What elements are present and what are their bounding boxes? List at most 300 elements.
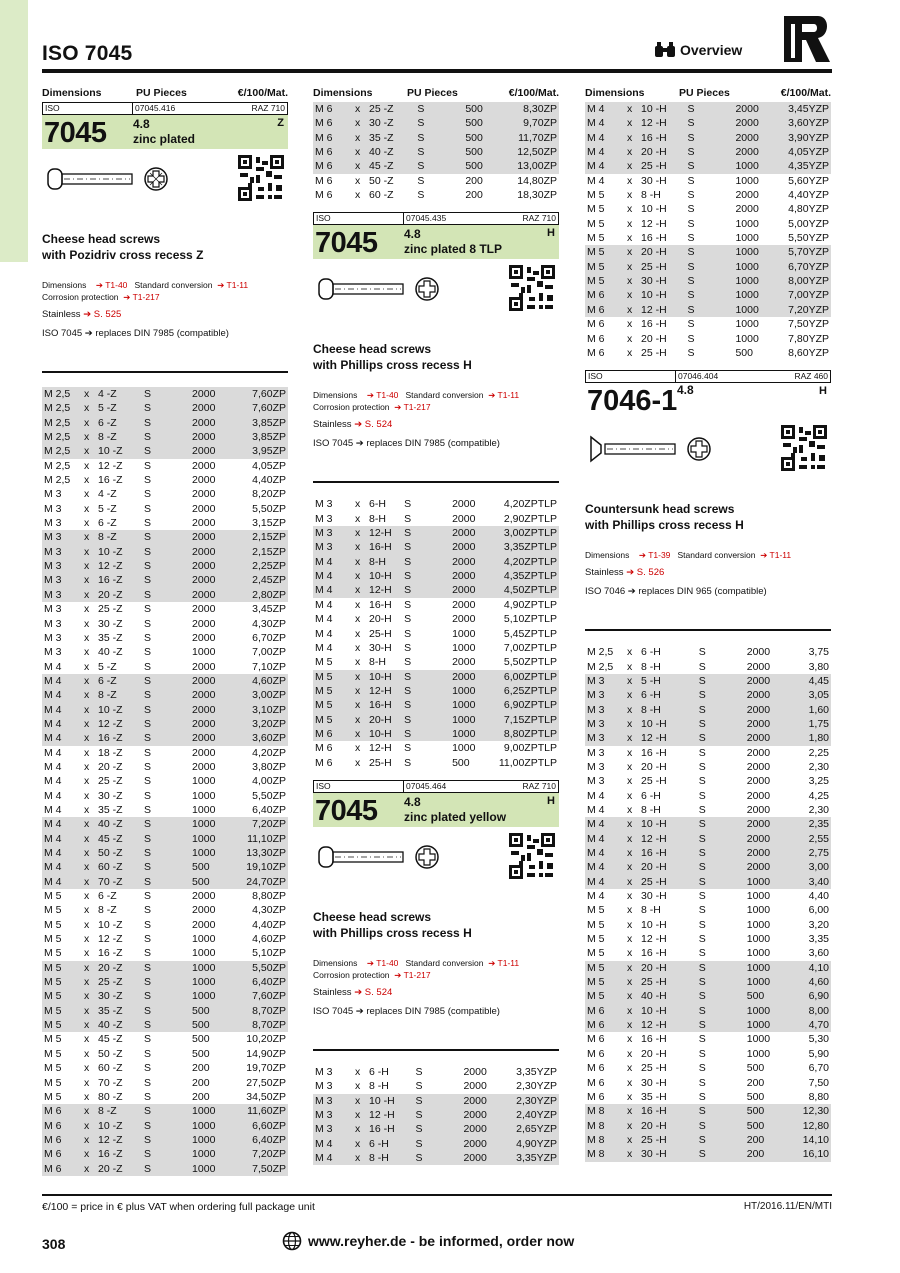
cell-pieces: 500	[465, 146, 483, 159]
cell-length: 12 -H	[639, 303, 685, 317]
cell-times: x	[625, 102, 639, 116]
cell-length: 12 -H	[639, 1018, 697, 1032]
cell-pu-code: S	[144, 459, 152, 472]
table-row	[42, 760, 288, 774]
cell-pu-code: S	[402, 540, 450, 554]
cell-pieces: 1000	[746, 976, 771, 989]
qr-module	[256, 167, 264, 171]
cell-price: 4,20ZP	[252, 746, 286, 759]
table-row	[42, 1133, 288, 1147]
cell-pieces: 2000	[192, 746, 216, 759]
cell-price: 5,30	[808, 1033, 829, 1046]
cell-times: x	[625, 131, 639, 145]
cell-pu-code: S	[698, 1033, 706, 1046]
cell-length: 6 -H	[639, 688, 697, 702]
product-number: 7046-1	[587, 385, 678, 418]
table-row	[313, 497, 559, 511]
cell-pu-code: S	[697, 1018, 745, 1032]
cell-pu-code: S	[687, 174, 695, 187]
cell-price: 6,40ZP	[252, 803, 286, 816]
finish-label: zinc plated yellow	[404, 809, 507, 824]
cell-length: 10 -H	[641, 203, 667, 216]
globe-icon	[282, 1231, 302, 1251]
table-row	[42, 1004, 288, 1018]
cell-thread: M 3	[585, 688, 625, 702]
cell-pieces: 2000	[192, 660, 216, 673]
countersunk-screw-icon	[587, 431, 717, 467]
corrosion-ref-link[interactable]: ➔ T1-217	[394, 402, 431, 413]
cell-times: x	[84, 746, 90, 759]
cell-thread: M 3	[42, 559, 82, 573]
cell-price: 5,70YZP	[761, 245, 831, 259]
cell-pu-code: S	[142, 989, 190, 1003]
table-row	[42, 502, 288, 516]
cell-times: x	[355, 1065, 361, 1078]
cell-times: x	[84, 459, 90, 472]
cell-length: 8-H	[369, 512, 386, 525]
qr-module	[545, 285, 553, 289]
stainless-label: Stainless	[313, 986, 352, 998]
cell-thread: M 5	[585, 975, 625, 989]
cell-pieces: 2000	[746, 760, 771, 773]
qr-finder-dot	[243, 160, 247, 164]
cell-thread: M 4	[585, 145, 625, 159]
cell-thread: M 5	[587, 947, 605, 960]
cell-pieces: 1000	[452, 727, 476, 740]
table-row	[585, 1032, 831, 1046]
cell-times: x	[627, 217, 633, 230]
size-table	[42, 387, 288, 1176]
footer-rule	[42, 1194, 832, 1196]
cell-pu-code: S	[685, 274, 733, 288]
table-row	[42, 660, 288, 674]
qr-code	[781, 425, 827, 471]
cell-pieces: 2000	[746, 847, 771, 859]
cell-length: 12 -Z	[96, 1133, 142, 1147]
cell-pu-code: S	[142, 416, 190, 430]
cell-price: 4,25	[808, 789, 829, 802]
qr-module	[545, 873, 553, 877]
qr-finder-dot	[514, 270, 518, 274]
raz-code: RAZ 460	[794, 371, 828, 382]
cell-thread: M 5	[42, 989, 82, 1003]
cell-pu-code: S	[402, 526, 450, 540]
cell-pieces: 500	[465, 160, 483, 173]
cell-price: 7,50	[808, 1076, 829, 1089]
raz-code: RAZ 710	[522, 780, 556, 791]
cell-thread: M 5	[587, 904, 605, 917]
cell-pu-code: S	[697, 975, 745, 989]
cell-thread: M 6	[315, 189, 333, 202]
description-line-1: Cheese head screws	[313, 342, 432, 357]
cell-length: 10 -H	[639, 288, 685, 302]
qr-module	[529, 865, 535, 869]
cell-pieces: 2000	[192, 760, 216, 773]
cell-price: 24,70ZP	[217, 875, 288, 889]
cell-pu-code: S	[415, 145, 463, 159]
cell-price: 6,90	[772, 989, 831, 1003]
cell-times: x	[625, 674, 639, 688]
cell-pu-code: S	[413, 1122, 461, 1136]
cell-length: 25 -H	[641, 1062, 667, 1075]
stainless-ref-link[interactable]: ➔ S. 525	[83, 309, 122, 320]
cell-times: x	[627, 746, 633, 759]
article-number: 07045.435	[406, 213, 447, 224]
website-link[interactable]	[282, 1231, 574, 1251]
cell-price: 6,00	[808, 904, 829, 917]
cell-price: 6,40ZP	[217, 975, 288, 989]
standard-conversion-ref-link[interactable]: ➔ T1-11	[488, 957, 520, 968]
cell-price: 12,80	[772, 1119, 831, 1133]
cell-length: 30 -Z	[96, 989, 142, 1003]
cell-times: x	[627, 232, 633, 245]
table-row	[42, 559, 288, 573]
cell-length: 10 -Z	[96, 444, 142, 458]
cell-pieces: 200	[192, 1076, 210, 1089]
cell-thread: M 4	[313, 569, 353, 583]
table-row	[42, 473, 288, 487]
cell-price: 4,70	[772, 1018, 831, 1032]
qr-module	[527, 835, 531, 841]
cell-thread: M 5	[313, 670, 353, 684]
table-row	[585, 188, 831, 202]
cell-thread: M 2,5	[42, 416, 82, 430]
cell-pu-code: S	[415, 159, 463, 173]
cell-pu-code: S	[142, 875, 190, 889]
cell-pieces: 1000	[735, 246, 759, 259]
overview-link[interactable]	[654, 42, 742, 58]
cell-pu-code: S	[402, 569, 450, 583]
table-row	[313, 612, 559, 626]
cell-times: x	[82, 573, 96, 587]
cell-price: 4,00ZP	[252, 775, 286, 788]
table-row	[313, 641, 559, 655]
cell-pieces: 1000	[192, 1119, 216, 1132]
cell-times: x	[82, 430, 96, 444]
reference-line-2	[313, 969, 559, 981]
cell-length: 50 -Z	[98, 1047, 123, 1060]
cell-pieces: 1000	[192, 847, 216, 859]
table-row	[313, 1079, 559, 1093]
cell-pieces: 1000	[452, 641, 476, 654]
cell-pu-code: S	[697, 875, 745, 889]
cell-pu-code: S	[687, 232, 695, 245]
cell-price: 7,10ZP	[252, 660, 286, 673]
cell-thread: M 6	[42, 1104, 82, 1118]
technical-drawing	[313, 827, 559, 895]
cell-pu-code: S	[144, 517, 152, 530]
cell-price: 7,80YZP	[788, 332, 829, 345]
cell-length: 16 -H	[367, 1122, 413, 1136]
qr-module	[268, 195, 272, 199]
cell-pu-code: S	[698, 1062, 706, 1075]
cell-price: 5,10ZP	[252, 947, 286, 960]
cell-times: x	[625, 245, 639, 259]
cell-pu-code: S	[697, 961, 745, 975]
cell-pu-code: S	[687, 346, 695, 359]
table-row	[585, 875, 831, 889]
cell-pieces: 500	[192, 1033, 210, 1046]
page-number: 308	[42, 1236, 66, 1252]
cell-thread: M 6	[313, 159, 353, 173]
reference-info	[313, 957, 559, 981]
header-pu: PU Pieces	[407, 87, 458, 99]
cell-price: 3,35	[808, 933, 829, 946]
cell-thread: M 3	[585, 703, 625, 717]
cell-price: 2,30YZP	[516, 1080, 557, 1093]
qr-module	[817, 465, 825, 469]
cell-price: 5,50ZP	[252, 789, 286, 802]
qr-module	[527, 853, 531, 861]
cell-pu-code: S	[404, 613, 412, 626]
cell-pu-code: S	[698, 803, 706, 816]
cell-length: 5 -Z	[98, 660, 117, 673]
table-row	[42, 545, 288, 559]
stainless-ref-link[interactable]: ➔ S. 524	[354, 986, 393, 998]
product-block	[42, 102, 288, 1176]
cell-times: x	[355, 174, 361, 187]
table-row	[42, 1104, 288, 1118]
cell-price: 3,80ZP	[252, 760, 286, 773]
dimensions-ref-link[interactable]: ➔ T1-40	[366, 957, 399, 968]
cell-pieces: 2000	[192, 617, 216, 630]
stainless-info	[313, 987, 559, 998]
replaces-note: ISO 7046 ➔ replaces DIN 965 (compatible)	[585, 586, 767, 598]
dimensions-ref-link[interactable]: ➔ T1-40	[95, 280, 128, 290]
cell-price: 2,80ZP	[217, 588, 288, 602]
cell-pu-code: S	[685, 245, 733, 259]
cell-thread: M 3	[42, 588, 82, 602]
qr-module	[791, 453, 795, 457]
cell-pieces: 2000	[452, 527, 476, 540]
header-dimensions: Dimensions	[585, 87, 645, 99]
cell-pu-code: S	[144, 488, 152, 501]
cell-pieces: 1000	[735, 160, 759, 173]
cell-pieces: 2000	[746, 689, 771, 702]
cell-pu-code: S	[142, 717, 190, 731]
cell-times: x	[353, 131, 367, 145]
cell-price: 3,85ZP	[217, 430, 288, 444]
cell-times: x	[353, 1122, 367, 1136]
cell-pieces: 2000	[746, 703, 771, 716]
cell-times: x	[82, 1147, 96, 1161]
dimensions-ref-link[interactable]: ➔ T1-40	[366, 390, 399, 401]
cell-pieces: 2000	[746, 789, 771, 802]
cell-pieces: 1000	[452, 742, 476, 755]
cell-times: x	[355, 498, 361, 511]
cell-thread: M 4	[585, 116, 625, 130]
cell-pu-code: S	[697, 860, 745, 874]
cell-pieces: 2000	[452, 570, 476, 583]
cell-pu-code: S	[687, 318, 695, 331]
cell-times: x	[84, 918, 90, 931]
cell-pieces: 1000	[192, 818, 216, 831]
qr-module	[547, 863, 553, 869]
cell-price: 8,80ZPTLP	[477, 727, 559, 741]
cell-length: 12-H	[367, 583, 402, 597]
cell-price: 6,70YZP	[761, 260, 831, 274]
cell-times: x	[625, 145, 639, 159]
cell-pieces: 2000	[746, 775, 771, 788]
cell-pu-code: S	[685, 102, 733, 116]
cell-price: 4,50ZPTLP	[477, 583, 559, 597]
cell-pu-code: S	[142, 1162, 190, 1176]
cell-thread: M 4	[315, 641, 333, 654]
cell-price: 2,35	[772, 817, 831, 831]
cell-price: 2,15ZP	[217, 530, 288, 544]
cell-price: 4,30ZP	[252, 617, 286, 630]
cell-length: 6 -H	[641, 646, 661, 659]
cell-length: 16 -H	[641, 947, 667, 960]
cell-length: 10 -H	[639, 102, 685, 116]
cell-length: 16 -H	[641, 746, 667, 759]
standard-conversion-ref-link[interactable]: ➔ T1-11	[760, 550, 792, 561]
stainless-ref-link[interactable]: ➔ S. 524	[354, 419, 393, 431]
cell-price: 4,90YZP	[489, 1137, 559, 1151]
cell-price: 3,00ZP	[217, 688, 288, 702]
cell-times: x	[353, 713, 367, 727]
dimensions-ref-link[interactable]: ➔ T1-39	[638, 550, 671, 561]
cell-pu-code: S	[402, 583, 450, 597]
qr-module	[258, 187, 264, 191]
cell-times: x	[627, 789, 633, 802]
table-row	[42, 617, 288, 631]
cell-times: x	[84, 803, 90, 816]
cell-pieces: 200	[192, 1090, 210, 1103]
cell-length: 50 -Z	[369, 174, 394, 187]
table-row	[42, 444, 288, 458]
cell-times: x	[84, 474, 90, 487]
cell-times: x	[625, 116, 639, 130]
cell-times: x	[82, 674, 96, 688]
cell-thread: M 3	[313, 1122, 353, 1136]
table-row	[585, 688, 831, 702]
qr-module	[545, 853, 553, 857]
cell-times: x	[82, 817, 96, 831]
cell-thread: M 4	[42, 875, 82, 889]
table-row	[313, 713, 559, 727]
cell-pieces: 1000	[192, 990, 216, 1003]
cell-pu-code: S	[144, 631, 152, 644]
table-row	[585, 760, 831, 774]
size-table	[313, 497, 559, 770]
article-number: 07046.404	[678, 371, 719, 382]
table-row	[585, 660, 831, 674]
cell-pieces: 2000	[192, 689, 216, 702]
standard-conversion-ref-link[interactable]: ➔ T1-11	[488, 390, 520, 401]
cell-price: 3,35YZP	[489, 1151, 559, 1165]
cell-times: x	[355, 189, 361, 202]
column-left	[42, 86, 288, 1176]
cell-pieces: 2000	[192, 904, 216, 917]
cell-thread: M 3	[42, 545, 82, 559]
cell-price: 3,05	[772, 688, 831, 702]
cell-length: 8 -H	[641, 189, 661, 202]
cell-length: 20-H	[369, 613, 392, 626]
table-row	[42, 817, 288, 831]
cell-pieces: 2000	[452, 555, 476, 568]
cell-thread: M 5	[587, 918, 605, 931]
cell-length: 12 -H	[641, 217, 667, 230]
cell-times: x	[625, 975, 639, 989]
cell-thread: M 6	[315, 174, 333, 187]
cell-pu-code: S	[142, 588, 190, 602]
replaces-note: ISO 7045 ➔ replaces DIN 7985 (compatible)	[313, 1005, 500, 1017]
cell-thread: M 6	[313, 145, 353, 159]
cell-thread: M 6	[42, 1133, 82, 1147]
cell-length: 12-H	[367, 684, 402, 698]
table-row	[313, 174, 559, 188]
cell-length: 4 -Z	[96, 387, 142, 401]
standard-conversion-ref-link[interactable]: ➔ T1-11	[217, 280, 249, 290]
cell-thread: M 5	[44, 947, 62, 960]
cell-pieces: 2000	[192, 416, 216, 429]
table-row	[585, 645, 831, 659]
reference-line-1	[42, 279, 288, 291]
cell-pieces: 2000	[735, 146, 759, 159]
cell-pieces: 2000	[192, 502, 216, 515]
table-row	[42, 602, 288, 616]
cell-length: 30 -Z	[98, 617, 123, 630]
cell-times: x	[627, 904, 633, 917]
cell-pieces: 1000	[746, 1047, 771, 1060]
cell-length: 8 -Z	[96, 530, 142, 544]
cell-times: x	[625, 274, 639, 288]
cell-length: 40 -Z	[96, 1018, 142, 1032]
cell-times: x	[353, 102, 367, 116]
table-row	[585, 231, 831, 245]
cell-times: x	[82, 860, 96, 874]
cell-pieces: 2000	[192, 890, 216, 903]
stainless-ref-link[interactable]: ➔ S. 526	[626, 567, 665, 579]
cell-thread: M 6	[42, 1119, 82, 1133]
cell-pu-code: S	[698, 789, 706, 802]
cell-pieces: 2000	[735, 117, 759, 130]
cell-pieces: 2000	[192, 574, 216, 587]
cell-thread: M 5	[44, 890, 62, 903]
cell-times: x	[625, 989, 639, 1003]
cell-price: 2,25	[808, 746, 829, 759]
cell-times: x	[84, 890, 90, 903]
cell-pu-code: S	[404, 742, 412, 755]
cell-price: 2,55	[772, 832, 831, 846]
cell-pu-code: S	[697, 717, 745, 731]
cell-price: 2,30	[808, 803, 829, 816]
cell-times: x	[84, 1033, 90, 1046]
cell-length: 20-H	[367, 713, 402, 727]
cell-times: x	[627, 1090, 633, 1103]
table-row	[585, 303, 831, 317]
corrosion-ref-link[interactable]: ➔ T1-217	[394, 969, 431, 980]
finish-label: zinc plated 8 TLP	[404, 242, 503, 257]
cell-length: 45 -Z	[96, 832, 142, 846]
corrosion-ref-link[interactable]: ➔ T1-217	[123, 292, 160, 302]
cell-pu-code: S	[144, 1090, 152, 1103]
cell-thread: M 4	[585, 875, 625, 889]
cell-times: x	[625, 1147, 639, 1161]
qr-module	[819, 455, 825, 461]
cell-thread: M 4	[585, 817, 625, 831]
dimensions-label: Dimensions	[313, 957, 358, 968]
cell-price: 4,90ZPTLP	[503, 598, 557, 611]
cell-length: 20 -H	[641, 1047, 667, 1060]
cell-times: x	[625, 1104, 639, 1118]
table-row	[313, 684, 559, 698]
cell-pieces: 1000	[735, 318, 759, 331]
cell-price: 7,50YZP	[788, 318, 829, 331]
table-row	[585, 346, 831, 360]
table-row	[585, 860, 831, 874]
